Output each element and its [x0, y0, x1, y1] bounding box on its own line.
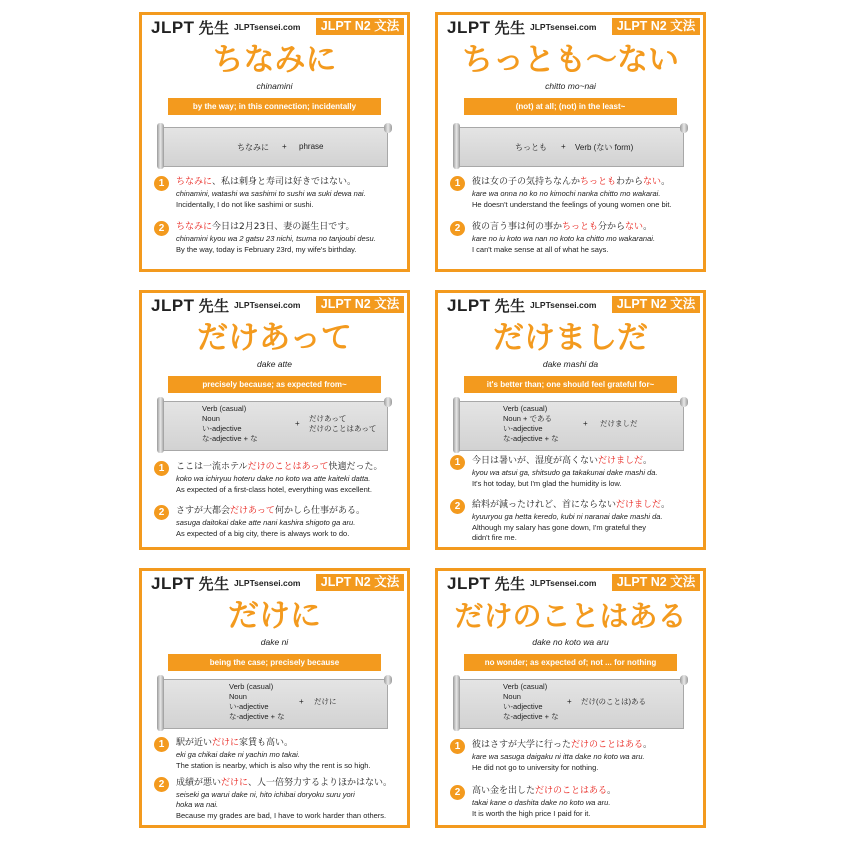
formation-plus: + — [282, 142, 287, 151]
example-english: The station is nearby, which is also why the rent is so high. — [176, 761, 371, 770]
grammar-card-dake-atte — [139, 290, 410, 550]
example-english: It's hot today, but I'm glad the humidity is low. — [472, 479, 622, 488]
formation-scroll — [453, 397, 688, 453]
formation-plus: + — [295, 419, 300, 428]
formation-scroll — [157, 123, 392, 169]
example-romaji: eki ga chikai dake ni yachin mo takai. — [176, 750, 300, 759]
example-number: 1 — [450, 455, 465, 470]
example-japanese: 彼は女の子の気持ちなんかちっともわからない。 — [472, 177, 671, 187]
grammar-card-dake-mashi-da — [435, 290, 706, 550]
grammar-title: だけましだ — [493, 320, 648, 356]
level-badge: JLPT N2 文法 — [612, 574, 700, 591]
example-english: Incidentally, I do not like sashimi or sushi. — [176, 200, 314, 209]
grammar-romaji: dake mashi da — [542, 359, 599, 369]
formation-right: だけましだ — [600, 419, 638, 428]
formation-left: Verb (casual) Noun い-adjective な-adjective + な — [503, 682, 559, 721]
site-name: JLPTsensei.com — [234, 578, 301, 588]
example-romaji: kare wa sasuga daigaku ni itta dake no koto wa aru. — [472, 752, 645, 761]
example-number: 1 — [154, 176, 169, 191]
card-header — [438, 571, 703, 595]
grammar-card-dake-no-koto-wa-aru — [435, 568, 706, 828]
example-number: 2 — [154, 777, 169, 792]
formation-right: だけ(のことは)ある — [581, 697, 646, 706]
example-number: 1 — [450, 739, 465, 754]
formation-scroll — [157, 675, 392, 731]
example-english: By the way, today is February 23rd, my wife's birthday. — [176, 245, 357, 254]
example-number: 2 — [450, 499, 465, 514]
grammar-meaning: precisely because; as expected from~ — [168, 376, 381, 393]
formation-right: Verb (ない form) — [575, 143, 634, 152]
example-romaji: kyuuryou ga hetta keredo, kubi ni naranai dake mashi da. — [472, 512, 663, 521]
logo-kanji: 先生 — [198, 20, 230, 37]
example-number: 1 — [450, 176, 465, 191]
formation-scroll — [453, 123, 688, 169]
logo-kanji: 先生 — [494, 298, 526, 315]
grammar-meaning: being the case; precisely because — [168, 654, 381, 671]
logo-kanji: 先生 — [494, 576, 526, 593]
grammar-meaning: (not) at all; (not) in the least~ — [464, 98, 677, 115]
example-romaji: sasuga daitokai dake atte nani kashira shigoto ga aru. — [176, 518, 356, 527]
formation-right: だけあって だけのことはあって — [309, 414, 377, 433]
logo-text: JLPT — [447, 18, 491, 37]
grammar-meaning: no wonder; as expected of; not ... for nothing — [464, 654, 677, 671]
logo-text: JLPT — [151, 18, 195, 37]
example-japanese: 給料が減ったけれど、首にならないだけましだ。 — [472, 500, 671, 510]
card-header — [438, 293, 703, 317]
example-japanese: さすが大都会だけあって何かしら仕事がある。 — [176, 506, 365, 516]
card-header — [142, 15, 407, 39]
jlpt-logo — [151, 295, 230, 316]
example-romaji: kyou wa atsui ga, shitsudo ga takakunai dake mashi da. — [472, 468, 658, 477]
grammar-card-dake-ni — [139, 568, 410, 828]
grammar-meaning: by the way; in this connection; incidentally — [168, 98, 381, 115]
formation-left: ちっとも — [515, 143, 547, 152]
grammar-romaji: chitto mo~nai — [545, 81, 596, 91]
example-english: Although my salary has gone down, I'm grateful they — [472, 523, 647, 532]
grammar-title: だけあって — [197, 320, 352, 356]
grammar-title: ちっとも〜ない — [462, 42, 679, 78]
grammar-title: だけのことはある — [454, 599, 687, 633]
level-badge: JLPT N2 文法 — [316, 574, 404, 591]
example-number: 1 — [154, 461, 169, 476]
example-english: I can't make sense at all of what he says. — [472, 245, 609, 254]
jlpt-logo — [151, 17, 230, 38]
example-romaji: koko wa ichiryuu hoteru dake no koto wa atte kaiteki datta. — [176, 474, 371, 483]
grammar-meaning: it's better than; one should feel grateful for~ — [464, 376, 677, 393]
level-badge: JLPT N2 文法 — [612, 18, 700, 35]
example-romaji: kare no iu koto wa nan no koto ka chitto mo wakaranai. — [472, 234, 656, 243]
formation-scroll — [453, 675, 688, 731]
formation-plus: + — [561, 142, 566, 151]
grammar-card-chinamini — [139, 12, 410, 272]
example-english: He did not go to university for nothing. — [472, 763, 599, 772]
jlpt-logo — [447, 17, 526, 38]
example-japanese: 彼はさすが大学に行っただけのことはある。 — [472, 740, 653, 750]
level-badge: JLPT N2 文法 — [316, 296, 404, 313]
example-number: 2 — [450, 221, 465, 236]
example-japanese: 高い金を出しただけのことはある。 — [472, 786, 617, 796]
example-romaji: takai kane o dashita dake no koto wa aru. — [472, 798, 611, 807]
grammar-romaji: dake atte — [257, 359, 292, 369]
logo-text: JLPT — [151, 296, 195, 315]
formation-plus: + — [583, 419, 588, 428]
grammar-romaji: dake no koto wa aru — [532, 637, 609, 647]
example-number: 2 — [154, 505, 169, 520]
example-number: 2 — [450, 785, 465, 800]
example-english: It is worth the high price I paid for it. — [472, 809, 591, 818]
example-english: As expected of a first-class hotel, everything was excellent. — [176, 485, 372, 494]
example-japanese: 今日は暑いが、湿度が高くないだけましだ。 — [472, 456, 653, 466]
site-name: JLPTsensei.com — [530, 300, 597, 310]
site-name: JLPTsensei.com — [530, 578, 597, 588]
formation-left: ちなみに — [237, 143, 269, 152]
site-name: JLPTsensei.com — [234, 300, 301, 310]
site-name: JLPTsensei.com — [234, 22, 301, 32]
formation-right: だけに — [314, 697, 337, 706]
example-romaji-cont: hoka wa nai. — [176, 800, 219, 809]
jlpt-logo — [151, 573, 230, 594]
example-japanese: ここは一流ホテルだけのことはあって快適だった。 — [176, 462, 383, 472]
card-header — [142, 571, 407, 595]
formation-left: Verb (casual) Noun + である い-adjective な-adjective + な — [503, 404, 559, 443]
grammar-title: だけに — [228, 598, 321, 634]
example-romaji: kare wa onna no ko no kimochi nanka chitto mo wakarai. — [472, 189, 661, 198]
formation-left: Verb (casual) Noun い-adjective な-adjective + な — [202, 404, 258, 443]
logo-text: JLPT — [151, 574, 195, 593]
example-japanese: ちなみに、私は刺身と寿司は好きではない。 — [176, 177, 357, 187]
example-english: He doesn't understand the feelings of young women one bit. — [472, 200, 672, 209]
logo-kanji: 先生 — [198, 298, 230, 315]
example-english: Because my grades are bad, I have to work harder than others. — [176, 811, 387, 820]
logo-kanji: 先生 — [198, 576, 230, 593]
formation-scroll — [157, 397, 392, 453]
logo-text: JLPT — [447, 296, 491, 315]
level-badge: JLPT N2 文法 — [316, 18, 404, 35]
formation-plus: + — [567, 697, 572, 706]
example-japanese: 駅が近いだけに家賃も高い。 — [176, 738, 294, 748]
example-number: 2 — [154, 221, 169, 236]
example-english: As expected of a big city, there is always work to do. — [176, 529, 350, 538]
grammar-title: ちなみに — [212, 42, 337, 78]
card-header — [438, 15, 703, 39]
grammar-romaji: chinamini — [256, 81, 293, 91]
example-number: 1 — [154, 737, 169, 752]
formation-plus: + — [299, 697, 304, 706]
example-romaji: chinamini, watashi wa sashimi to sushi wa suki dewa nai. — [176, 189, 366, 198]
jlpt-logo — [447, 295, 526, 316]
grammar-card-chitto-mo-nai — [435, 12, 706, 272]
jlpt-logo — [447, 573, 526, 594]
example-japanese: 成績が悪いだけに、人一倍努力するよりほかはない。 — [176, 778, 393, 788]
logo-kanji: 先生 — [494, 20, 526, 37]
example-japanese: 彼の言う事は何の事かちっとも分からない。 — [472, 222, 653, 232]
level-badge: JLPT N2 文法 — [612, 296, 700, 313]
example-japanese: ちなみに今日は2月23日、妻の誕生日です。 — [176, 222, 355, 232]
card-header — [142, 293, 407, 317]
formation-right: phrase — [299, 142, 324, 151]
formation-left: Verb (casual) Noun い-adjective な-adjective + な — [229, 682, 285, 721]
site-name: JLPTsensei.com — [530, 22, 597, 32]
logo-text: JLPT — [447, 574, 491, 593]
example-english-cont: didn't fire me. — [472, 533, 517, 542]
grammar-romaji: dake ni — [260, 637, 289, 647]
example-romaji: chinamini kyou wa 2 gatsu 23 nichi, tsuma no tanjoubi desu. — [176, 234, 376, 243]
example-romaji: seiseki ga warui dake ni, hito ichibai doryoku suru yori — [176, 790, 355, 799]
